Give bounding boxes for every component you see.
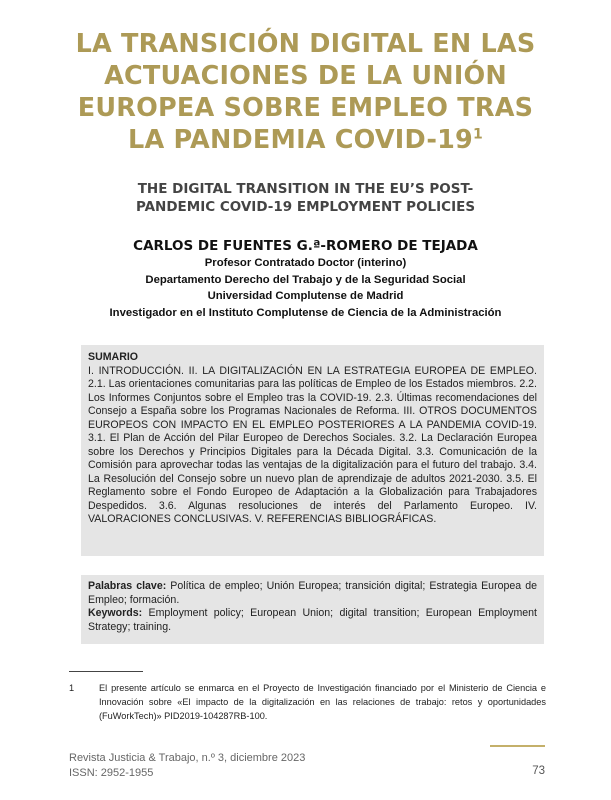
author-name: CARLOS DE FUENTES G.ª-ROMERO DE TEJADA [133, 238, 478, 254]
page-number: 73 [532, 765, 545, 777]
footnote-number: 1 [69, 683, 75, 693]
keywords-en [88, 607, 537, 634]
journal-issn: ISSN: 2952-1955 [69, 766, 154, 779]
keywords-box [81, 575, 544, 644]
title-line: LA TRANSICIÓN DIGITAL EN LAS [75, 29, 536, 59]
journal-info [69, 751, 305, 780]
subtitle-line: THE DIGITAL TRANSITION IN THE EU’S POST- [137, 181, 474, 197]
author-affiliation: Investigador en el Instituto Complutense de Ciencia de la Administración [109, 306, 502, 319]
summary-box [81, 345, 544, 556]
title-line: ACTUACIONES DE LA UNIÓN [104, 61, 507, 91]
article-title [40, 28, 571, 156]
footnote [69, 681, 546, 723]
subtitle-line: PANDEMIC COVID-19 EMPLOYMENT POLICIES [135, 199, 476, 215]
title-line: EUROPEA SOBRE EMPLEO TRAS [77, 93, 534, 123]
title-footnote-marker[interactable]: 1 [473, 126, 483, 143]
footnote-separator [69, 671, 143, 672]
keywords-en-label: Keywords: [88, 607, 143, 619]
keywords-es-label: Palabras clave: [88, 580, 167, 592]
keywords-en-text: Employment policy; European Union; digital transition; European Employment Strategy; training. [88, 607, 537, 633]
english-title [60, 180, 551, 216]
author-affiliation: Departamento Derecho del Trabajo y de la Seguridad Social [145, 273, 466, 286]
summary-label: SUMARIO [88, 351, 139, 363]
author-block [40, 237, 571, 321]
footer-rule [490, 745, 545, 747]
title-line [40, 124, 571, 156]
keywords-es [88, 580, 537, 607]
title-line-text: LA PANDEMIA COVID-19 [128, 125, 474, 155]
author-affiliation: Universidad Complutense de Madrid [207, 290, 404, 302]
footnote-text: El presente artículo se enmarca en el Proyecto de Investigación financiado por el Ministerio de Ciencia e Innovación sobre «El impacto de la digitalización en las relaciones de trabajo: retos y oportunidades (FuWorkTech)» PID2019-104287RB-100. [99, 683, 546, 721]
journal-citation: Revista Justicia & Trabajo, n.º 3, diciembre 2023 [69, 752, 306, 764]
keywords-es-text: Política de empleo; Unión Europea; transición digital; Estrategia Europea de Empleo; formación. [88, 580, 537, 606]
summary-text: I. INTRODUCCIÓN. II. LA DIGITALIZACIÓN EN LA ESTRATEGIA EUROPEA DE EMPLEO. 2.1. Las orientaciones comunitarias para las políticas de Empleo de los Estados miembros. 2.2. Los Informes Conjuntos sobre el Empleo tras la COVID-19. 2.3. Últimas recomendaciones del Consejo a España sobre los Programas Nacionales de Reforma. III. OTROS DOCUMENTOS EUROPEOS CON IMPACTO EN EL EMPLEO POSTERIORES A LA PANDEMIA COVID-19. 3.1. El Plan de Acción del Pilar Europeo de Derechos Sociales. 3.2. La Declaración Europea sobre los Derechos y Principios Digitales para la Década Digital. 3.3. Comunicación de la Comisión para aprovechar todas las ventajas de la digitalización para el futuro del trabajo. 3.4. La Resolución del Consejo sobre un nuevo plan de aprendizaje de adultos 2021-2030. 3.5. El Reglamento sobre el Fondo Europeo de Adaptación a la Globalización para Trabajadores Despedidos. 3.6. Algunas resoluciones de interés del Parlamento Europeo. IV. VALORACIONES CONCLUSIVAS. V. REFERENCIAS BIBLIOGRÁFICAS. [88, 364, 537, 525]
author-affiliation: Profesor Contratado Doctor (interino) [204, 257, 407, 269]
